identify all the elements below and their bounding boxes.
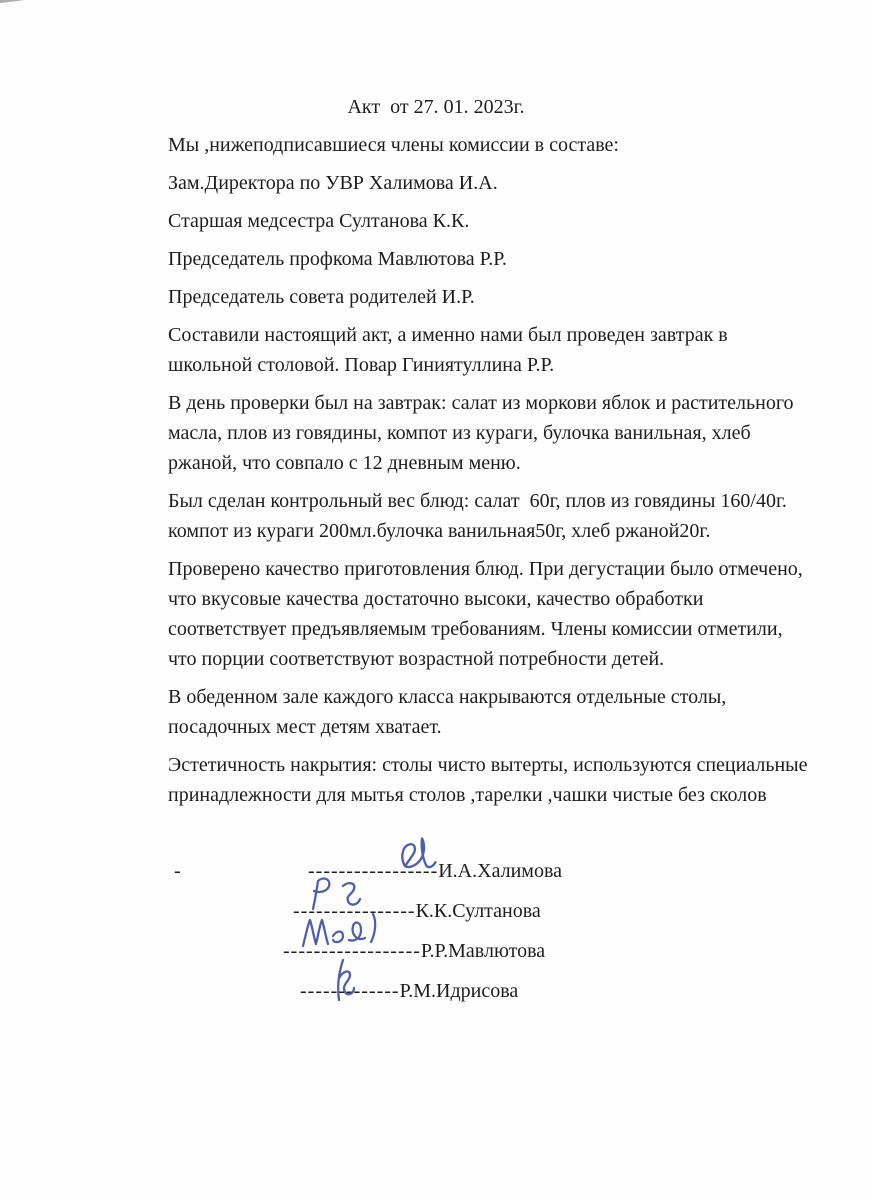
paragraph-member-3: Председатель профкома Мавлютова Р.Р. <box>168 248 507 270</box>
paragraph-commission-intro: Мы ,нижеподписавшиеся члены комиссии в составе: <box>168 134 619 156</box>
signature-line: ----------------- <box>308 860 439 882</box>
signature-block <box>0 846 872 1046</box>
signatory-name: И.А.Халимова <box>438 860 563 882</box>
document-body <box>168 130 816 818</box>
paragraph-aesthetics: Эстетичность накрытия: столы чисто вытерты, используются специальные принадлежности для мытья столов ,тарелки ,чашки чистые без сколов <box>168 754 813 806</box>
paragraph-dining-hall: В обеденном зале каждого класса накрываются отдельные столы, посадочных мест детям хватает. <box>168 686 732 738</box>
paragraph-portion-weights: Был сделан контрольный вес блюд: салат 60г, плов из говядины 160/40г. компот из кураги 200мл.булочка ванильная50г, хлеб ржаной20г. <box>168 490 792 542</box>
document-title: Акт от 27. 01. 2023г. <box>347 96 525 118</box>
signature-row-idrisova <box>300 976 518 1006</box>
signature-row-khalimova <box>308 856 562 886</box>
paragraph-member-4: Председатель совета родителей И.Р. <box>168 286 475 308</box>
signature-line: ------------------ <box>283 940 421 962</box>
signature-line: ------------- <box>300 980 400 1002</box>
paragraph-quality-check: Проверено качество приготовления блюд. При дегустации было отмечено, что вкусовые качества достаточно высоки, качество обработки соответствует предъявляемым требованиям. Члены комиссии отметили, что порции соответствуют возрастной потребности детей. <box>168 558 808 670</box>
signature-row-sultanova <box>293 896 541 926</box>
paragraph-member-2: Старшая медсестра Султанова К.К. <box>168 210 470 232</box>
paragraph-act-statement: Составили настоящий акт, а именно нами был проведен завтрак в школьной столовой. Повар Гиниятуллина Р.Р. <box>168 324 733 376</box>
scan-corner-artifact <box>0 0 88 4</box>
signatory-name: Р.Р.Мавлютова <box>420 940 546 962</box>
signature-line: ---------------- <box>293 900 416 922</box>
paragraph-menu-check: В день проверки был на завтрак: салат из моркови яблок и растительного масла, плов из говядины, компот из кураги, булочка ванильная, хлеб ржаной, что совпало с 12 дневным меню. <box>168 392 799 474</box>
signatory-name: К.К.Султанова <box>415 900 541 922</box>
signature-row-mavlyutova <box>283 936 545 966</box>
paragraph-member-1: Зам.Директора по УВР Халимова И.А. <box>168 172 498 194</box>
stray-dash: - <box>174 860 181 882</box>
signatory-name: Р.М.Идрисова <box>399 980 519 1002</box>
